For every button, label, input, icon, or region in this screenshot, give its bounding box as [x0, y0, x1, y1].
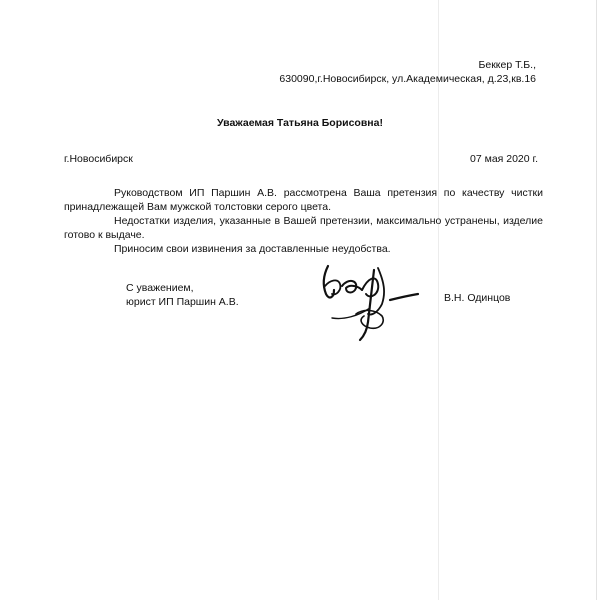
- recipient-name: Беккер Т.Б.,: [478, 59, 536, 71]
- letter-body: [64, 186, 543, 256]
- letter-city: г.Новосибирск: [64, 153, 133, 165]
- paragraph: Руководством ИП Паршин А.В. рассмотрена Ваша претензия по качеству чистки принадлежащей Вам мужской толстовки серого цвета.: [64, 187, 543, 213]
- salutation: Уважаемая Татьяна Борисовна!: [217, 117, 383, 129]
- recipient-block: [279, 58, 536, 86]
- closing-block: [126, 281, 239, 309]
- paragraph: Недостатки изделия, указанные в Вашей претензии, максимально устранены, изделие готово к выдаче.: [64, 215, 543, 241]
- paragraph: Приносим свои извинения за доставленные неудобства.: [114, 243, 391, 255]
- scan-edge-line: [438, 0, 439, 600]
- signer-name: В.Н. Одинцов: [444, 292, 511, 304]
- recipient-address: 630090,г.Новосибирск, ул.Академическая, д.23,кв.16: [279, 73, 536, 85]
- closing-regards: С уважением,: [126, 282, 194, 294]
- closing-position: юрист ИП Паршин А.В.: [126, 296, 239, 308]
- letter-date: 07 мая 2020 г.: [470, 153, 538, 165]
- scan-edge-line: [596, 0, 597, 600]
- handwritten-signature: [312, 256, 432, 348]
